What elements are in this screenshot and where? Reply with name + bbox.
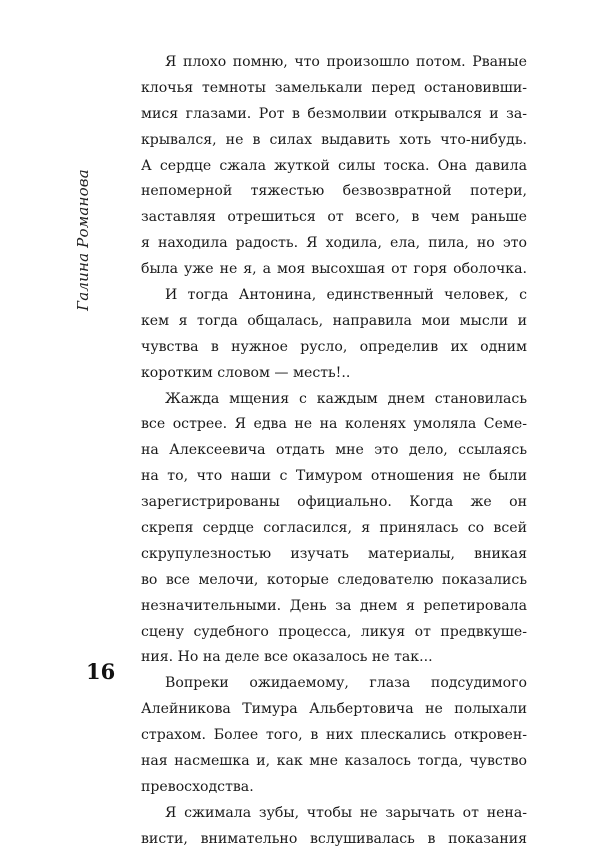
text-line: Алейникова Тимура Альбертовича не полыхали [141,701,527,718]
text-line: коротким словом — месть!.. [141,364,351,381]
text-line: во все мелочи, которые следователю показались [141,571,527,588]
text-line: зарегистрированы официально. Когда же он [141,494,527,511]
text-line: кем я тогда общалась, направила мои мысли и [141,312,527,329]
text-line: клочья темноты замелькали перед остановивши- [141,79,527,96]
body-text [141,50,527,853]
text-line: скрепя сердце согласился, я принялась со всей [141,520,527,537]
page-number: 16 [86,659,116,684]
paragraph [141,387,527,672]
text-line: ния. Но на деле все оказалось не так... [141,649,433,666]
text-line: была уже не я, а моя высохшая от горя оболочка. [141,261,527,278]
text-line: на то, что наши с Тимуром отношения не были [141,468,527,485]
text-line: Я сжимала зубы, чтобы не зарычать от нена- [165,804,527,821]
text-line: я находила радость. Я ходила, ела, пила, но это [141,235,527,252]
text-line: крывался, не в силах выдавить хоть что-нибудь. [141,131,527,148]
text-line: заставляя отрешиться от всего, в чем раньше [141,209,527,226]
text-line: ная насмешка и, как мне казалось тогда, чувство [141,753,527,770]
text-line: все острее. Я едва не на коленях умоляла Семе- [141,416,527,433]
text-line: непомерной тяжестью безвозвратной потери, [141,183,527,200]
text-line: И тогда Антонина, единственный человек, с [165,287,527,304]
text-line: мися глазами. Рот в безмолвии открывался и за- [141,105,527,122]
text-line: висти, внимательно вслушивалась в показания [141,830,527,847]
text-line: превосходства. [141,778,254,795]
text-line: А сердце сжала жуткой силы тоска. Она давила [141,157,527,174]
text-line: Я плохо помню, что произошло потом. Рваные [165,54,527,70]
text-line: Жажда мщения с каждым днем становилась [165,390,527,407]
text-line: на Алексеевича отдать мне это дело, ссылаясь [141,442,527,459]
paragraph [141,801,527,853]
text-line: сцену судебного процесса, ликуя от предвкуше- [141,623,527,640]
text-line: чувства в нужное русло, определив их одним [141,338,527,355]
text-line: страхом. Более того, в них плескались откровен- [141,727,527,744]
paragraph [141,671,527,800]
text-line: скрупулезностью изучать материалы, вникая [141,545,527,562]
text-line: Вопреки ожидаемому, глаза подсудимого [165,675,527,692]
text-line: незначительными. День за днем я репетировала [141,597,527,614]
paragraph [141,283,527,387]
running-head: Галина Романова [74,169,92,311]
paragraph [141,50,527,283]
